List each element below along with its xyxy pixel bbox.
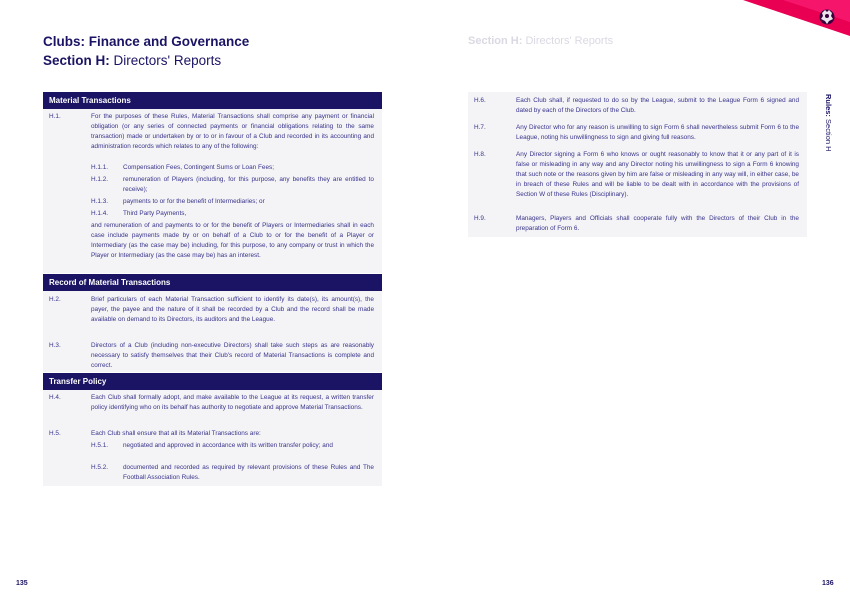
- ghost-header: [468, 35, 613, 47]
- subrule-number: H.1.4.: [91, 210, 109, 217]
- page-number: 136: [822, 580, 834, 587]
- side-tab-light: Section H: [824, 119, 833, 152]
- rule-number: H.7.: [474, 124, 486, 131]
- subrule-number: H.1.3.: [91, 198, 109, 205]
- rule-number: H.3.: [49, 342, 61, 349]
- right-page: [425, 0, 850, 603]
- section-subtitle: [43, 53, 221, 68]
- rule-text: Brief particulars of each Material Transaction sufficient to identify its date(s), its amount(s), the payer, the payee and the nature of it shall be recorded by a Club and the record shall be made available on demand to its Directors, its auditors and the League.: [91, 296, 374, 323]
- subrule-text: Third Party Payments,: [123, 210, 187, 217]
- subrule-text: remuneration of Players (including, for this purpose, any benefits they are entitled to receive);: [123, 176, 374, 193]
- rule-number: H.4.: [49, 394, 61, 401]
- rule-text: and remuneration of and payments to or for the benefit of Players or Intermediaries shall in each case include payments made by or on behalf of a Club to or for the benefit of a Player or Intermediary (as the case may be) including, for this purpose, to any company or trust in which the Player or Intermediary (as the case may be) has an interest.: [91, 222, 374, 259]
- section-heading-material-transactions: Material Transactions: [43, 92, 382, 109]
- ghost-header-bold: Section H:: [468, 35, 523, 47]
- rule-text: For the purposes of these Rules, Material Transactions shall comprise any payment or financial obligation (or any series of connected payments or financial obligations relating to the same transaction) made or undertaken by or to or in favour of a Club and recorded in its accounting and administration records which relates to any of the following:: [91, 113, 374, 150]
- rule-text: Each Club shall, if requested to do so by the League, submit to the League Form 6 signed and dated by each of the Directors of the Club.: [516, 97, 799, 114]
- subrule-number: H.1.1.: [91, 164, 109, 171]
- section-heading-record: Record of Material Transactions: [43, 274, 382, 291]
- subrule-text: documented and recorded as required by relevant provisions of these Rules and The Football Association Rules.: [123, 464, 374, 481]
- rule-text: Any Director who for any reason is unwilling to sign Form 6 shall nevertheless submit Form 6 to the League, noting his unwillingness to sign and giving full reasons.: [516, 124, 799, 141]
- section-heading-transfer-policy: Transfer Policy: [43, 373, 382, 390]
- subrule-number: H.5.2.: [91, 464, 109, 471]
- rule-text: Each Club shall ensure that all its Material Transactions are:: [91, 430, 261, 437]
- rule-text: Directors of a Club (including non-executive Directors) shall take such steps as are reasonably necessary to satisfy themselves that their Club's record of Material Transactions is complete and correct.: [91, 342, 374, 369]
- subrule-number: H.1.2.: [91, 176, 109, 183]
- rule-text: Any Director signing a Form 6 who knows or ought reasonably to know that it or any part of it is false or misleading in any way and any Director noting his unwillingness to sign a Form 6 knowing that such note or the reasons given by him are false or misleading in any way will, in either case, be in breach of these Rules and will be liable to be dealt with in accordance with the provisions of Section W of these Rules (Disciplinary).: [516, 151, 799, 198]
- subrule-text: negotiated and approved in accordance with its written transfer policy; and: [123, 442, 333, 449]
- rule-h1: [49, 112, 374, 162]
- side-tab-bold: Rules:: [824, 94, 833, 117]
- page-title: Clubs: Finance and Governance: [43, 34, 250, 49]
- rule-number: H.1.: [49, 113, 61, 120]
- subtitle-bold: Section H:: [43, 53, 110, 68]
- rule-number: H.9.: [474, 215, 486, 222]
- rule-text: Managers, Players and Officials shall cooperate fully with the Directors of their Club in the preparation of Form 6.: [516, 215, 799, 232]
- rule-number: H.8.: [474, 151, 486, 158]
- rule-number: H.5.: [49, 430, 61, 437]
- subrule-number: H.5.1.: [91, 442, 109, 449]
- page-number: 135: [16, 580, 28, 587]
- rule-number: H.2.: [49, 296, 61, 303]
- rule-number: H.6.: [474, 97, 486, 104]
- ghost-header-light: Directors' Reports: [525, 35, 614, 47]
- corner-decoration: [743, 0, 850, 36]
- side-tab: [824, 94, 836, 164]
- rule-text: Each Club shall formally adopt, and make available to the League at its request, a written transfer policy identifying who on its behalf has authority to negotiate and approve Material Transactions.: [91, 394, 374, 411]
- subrule-text: Compensation Fees, Contingent Sums or Loan Fees;: [123, 164, 274, 171]
- subtitle-light: Directors' Reports: [113, 53, 222, 68]
- side-tab-label: [824, 94, 833, 152]
- lion-logo-icon: [820, 10, 835, 25]
- subrule-text: payments to or for the benefit of Intermediaries; or: [123, 198, 265, 205]
